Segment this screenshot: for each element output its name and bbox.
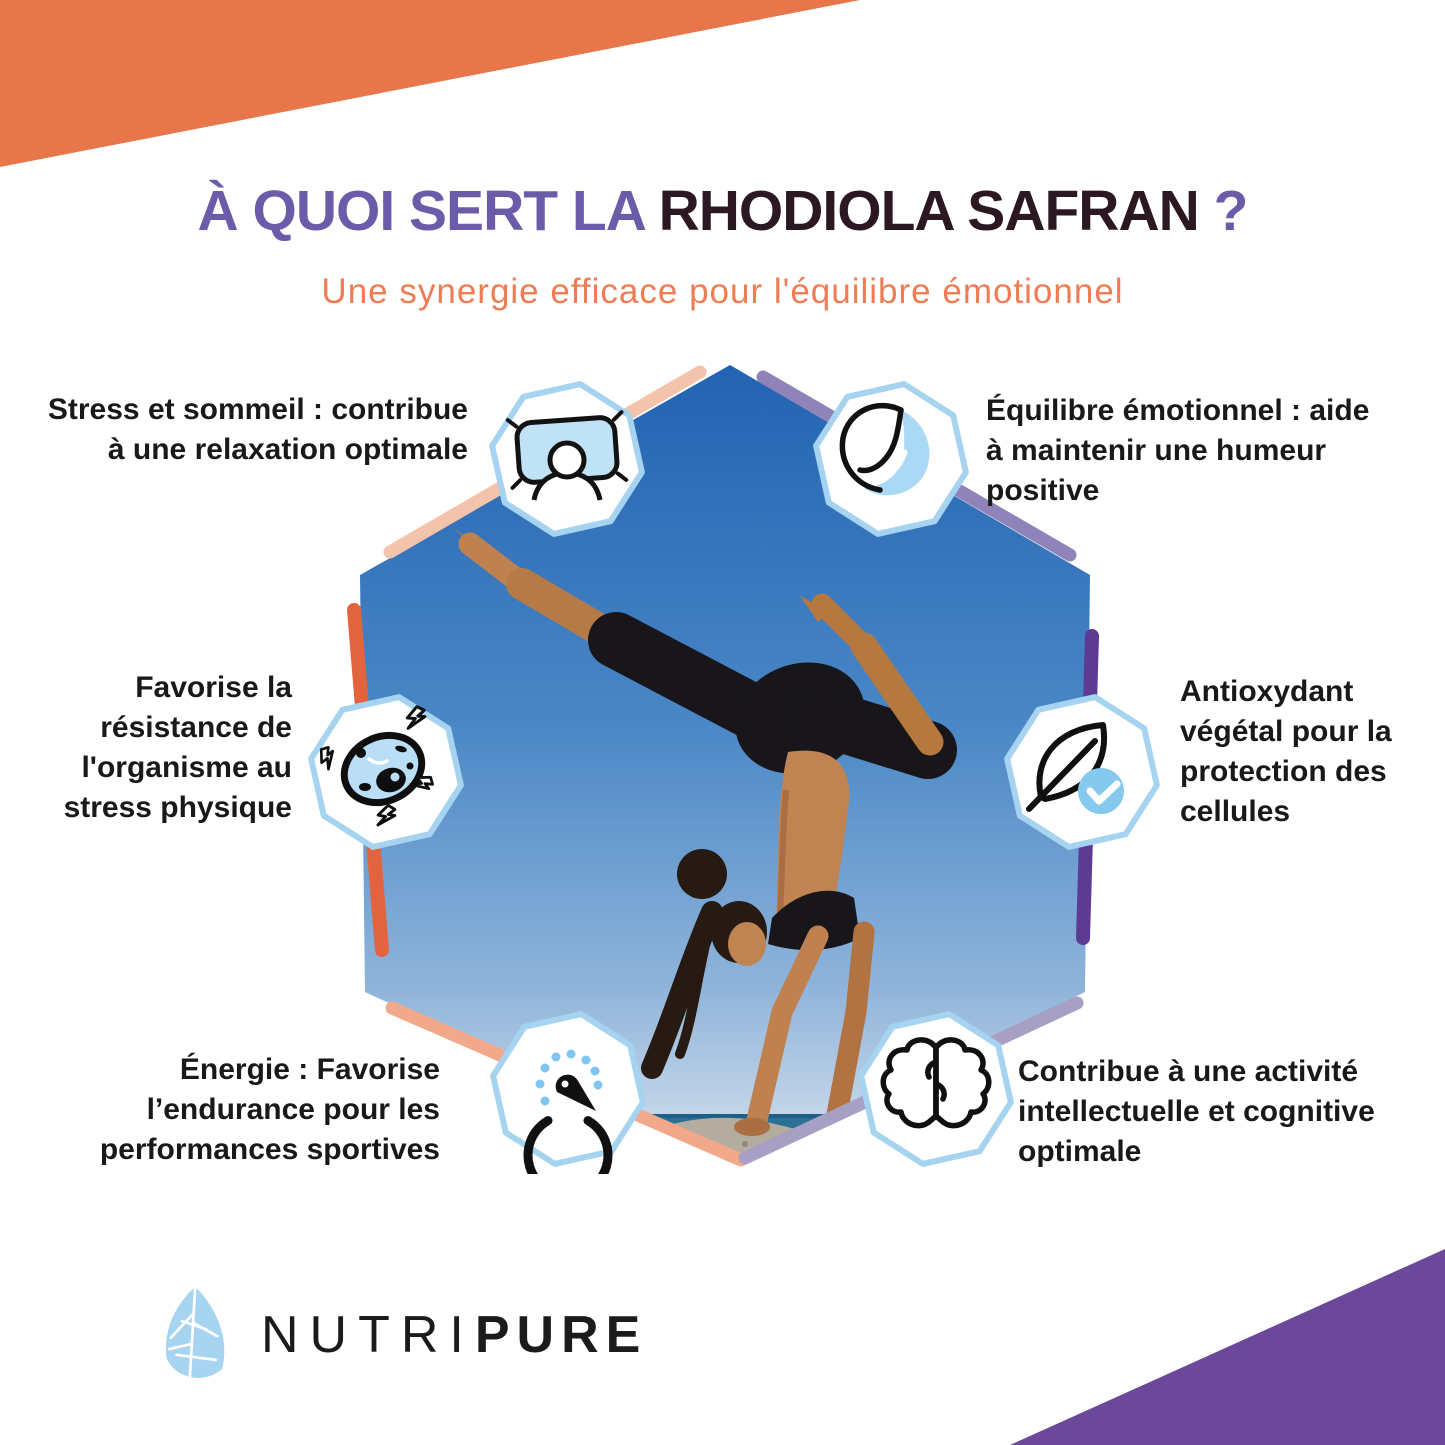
page-subtitle: Une synergie efficace pour l'équilibre émotionnel: [321, 272, 1124, 311]
brain-icon: [883, 1040, 989, 1126]
nutripure-leaf-icon: [155, 1283, 239, 1387]
title-question-mark: ?: [1198, 179, 1248, 243]
logo-nutri: NUTRI: [261, 1306, 475, 1364]
benefit-energy-badge: [483, 1004, 653, 1174]
benefit-text-brain: Contribue à une activité intellectuelle et cognitive optimale: [1018, 1055, 1375, 1168]
title-purple-part: À QUOI SERT LA: [197, 179, 659, 243]
benefit-text-sleep: Stress et sommeil : contribue à une relaxation optimale: [47, 393, 468, 466]
nutripure-wordmark: [261, 1305, 647, 1365]
benefit-text-energy: Énergie : Favorise l’endurance pour les performances sportives: [99, 1053, 440, 1166]
nutripure-logo: [155, 1283, 647, 1387]
benefit-text-mood: Équilibre émotionnel : aide à maintenir une humeur positive: [986, 394, 1370, 507]
benefit-text-stress: Favorise la résistance de l'organisme au stress physique: [63, 671, 292, 824]
logo-pure: PURE: [474, 1306, 648, 1364]
page-title: [0, 178, 1445, 244]
benefit-stress-badge: [301, 687, 471, 857]
benefit-antiox-badge: [997, 687, 1167, 857]
title-dark-part: RHODIOLA SAFRAN: [658, 179, 1199, 243]
benefit-brain-badge: [851, 1004, 1021, 1174]
benefit-sleep-badge: [482, 374, 652, 544]
benefit-mood-badge: [806, 374, 976, 544]
benefit-text-antiox: Antioxydant végétal pour la protection des cellules: [1180, 675, 1392, 828]
